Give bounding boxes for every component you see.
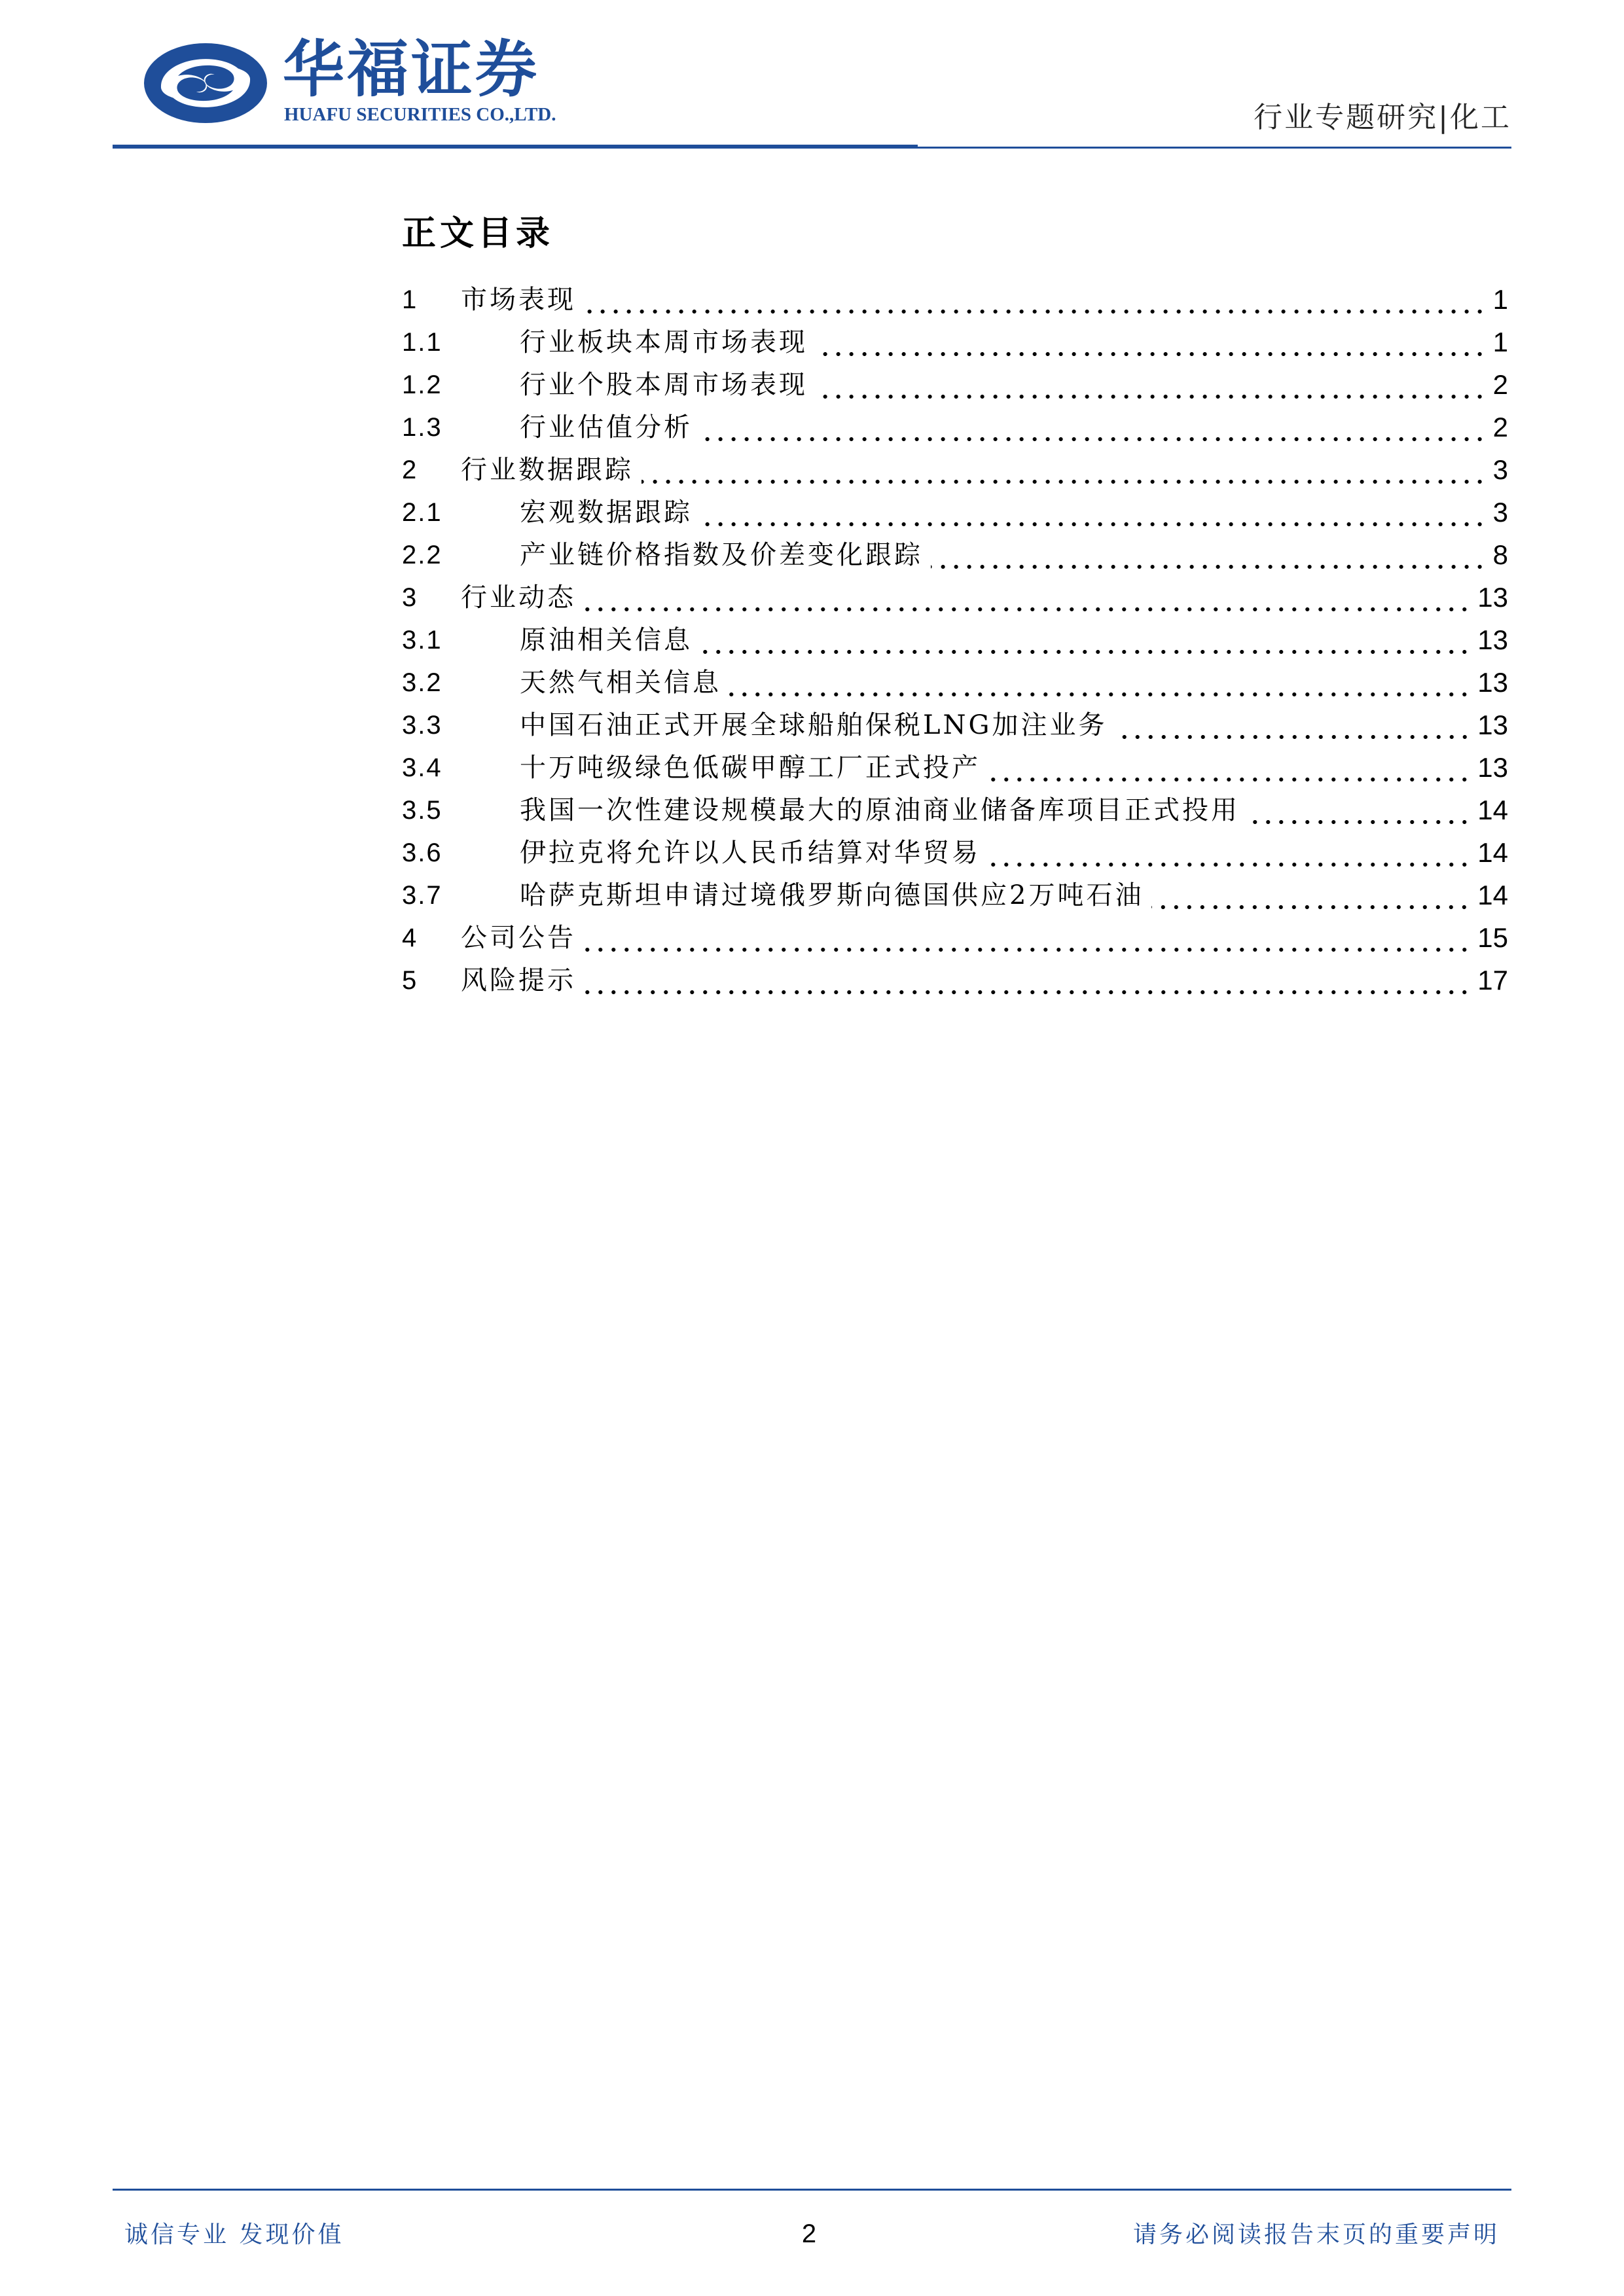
huafu-logo-icon — [141, 41, 270, 126]
toc-dot-leader — [641, 459, 1487, 486]
toc-entry-title: 原油相关信息 — [520, 624, 693, 655]
toc-entry-number: 1.3 — [402, 412, 442, 442]
toc-entry-number: 3.5 — [402, 795, 442, 825]
footer-disclaimer: 请务必阅读报告末页的重要声明 — [1132, 2221, 1500, 2248]
toc-entry-number: 2.1 — [402, 497, 442, 527]
toc-entry[interactable] — [402, 789, 1508, 831]
toc-entry-number: 2 — [402, 455, 418, 484]
toc-entry[interactable] — [402, 491, 1508, 533]
toc-dot-leader — [1115, 715, 1471, 741]
toc-entry-page: 13 — [1477, 709, 1508, 740]
toc-entry-title: 我国一次性建设规模最大的原油商业储备库项目正式投用 — [520, 795, 1240, 825]
toc-entry[interactable] — [402, 916, 1508, 959]
toc-title: 正文目录 — [402, 213, 554, 253]
header-divider-accent — [113, 145, 918, 149]
toc-entry-page: 13 — [1477, 581, 1508, 613]
toc-entry-title: 公司公告 — [461, 922, 576, 953]
toc-entry[interactable] — [402, 831, 1508, 874]
logo-chinese-name: 华福证券 — [283, 33, 540, 105]
toc-entry-page: 14 — [1477, 794, 1508, 825]
toc-entry[interactable] — [402, 533, 1508, 576]
toc-dot-leader — [988, 757, 1471, 783]
toc-entry[interactable] — [402, 619, 1508, 661]
toc-dot-leader — [816, 374, 1487, 401]
toc-entry-page: 14 — [1477, 879, 1508, 910]
toc-entry-number: 3.1 — [402, 625, 442, 655]
toc-entry-page: 8 — [1492, 539, 1508, 570]
toc-entry-page: 13 — [1477, 751, 1508, 783]
toc-entry-page: 2 — [1492, 411, 1508, 442]
toc-dot-leader — [584, 970, 1471, 996]
toc-entry-title: 行业个股本周市场表现 — [520, 369, 808, 400]
toc-dot-leader — [729, 672, 1471, 698]
table-of-contents — [402, 278, 1508, 1001]
toc-entry-title: 行业板块本周市场表现 — [520, 327, 808, 357]
toc-entry-number: 1 — [402, 285, 418, 314]
toc-entry[interactable] — [402, 661, 1508, 704]
toc-entry-number: 3.3 — [402, 710, 442, 740]
toc-dot-leader — [584, 289, 1487, 315]
toc-entry-title: 哈萨克斯坦申请过境俄罗斯向德国供应2万吨石油 — [520, 880, 1144, 910]
toc-entry-title: 宏观数据跟踪 — [520, 497, 693, 528]
toc-entry-page: 3 — [1492, 454, 1508, 485]
toc-dot-leader — [700, 502, 1487, 528]
toc-entry[interactable] — [402, 746, 1508, 789]
toc-entry-number: 3.6 — [402, 838, 442, 867]
toc-entry-page: 13 — [1477, 624, 1508, 655]
toc-entry-title: 伊拉克将允许以人民币结算对华贸易 — [520, 837, 981, 868]
toc-dot-leader — [1248, 800, 1471, 826]
footer-slogan: 诚信专业 发现价值 — [124, 2221, 344, 2248]
toc-entry-title: 行业数据跟踪 — [461, 454, 634, 485]
toc-entry-page: 13 — [1477, 666, 1508, 698]
toc-entry[interactable] — [402, 576, 1508, 619]
toc-entry[interactable] — [402, 448, 1508, 491]
toc-entry[interactable] — [402, 406, 1508, 448]
toc-entry-number: 1.2 — [402, 370, 442, 399]
toc-entry[interactable] — [402, 874, 1508, 916]
toc-entry-page: 15 — [1477, 922, 1508, 953]
toc-entry-number: 3.7 — [402, 880, 442, 910]
toc-entry-page: 14 — [1477, 836, 1508, 868]
toc-entry-page: 17 — [1477, 964, 1508, 996]
toc-dot-leader — [988, 842, 1471, 869]
toc-dot-leader — [1151, 885, 1471, 911]
footer-divider — [113, 2189, 1511, 2191]
toc-entry-title: 行业估值分析 — [520, 412, 693, 442]
toc-entry-number: 3.4 — [402, 753, 442, 782]
toc-entry-number: 4 — [402, 923, 418, 952]
page-number: 2 — [801, 2219, 817, 2248]
toc-entry-number: 1.1 — [402, 327, 442, 357]
toc-entry-number: 2.2 — [402, 540, 442, 569]
toc-entry-page: 1 — [1492, 283, 1508, 315]
toc-entry[interactable] — [402, 321, 1508, 363]
toc-entry-title: 风险提示 — [461, 965, 576, 996]
toc-entry[interactable] — [402, 704, 1508, 746]
toc-dot-leader — [931, 545, 1487, 571]
toc-entry-title: 市场表现 — [461, 284, 576, 315]
toc-entry[interactable] — [402, 959, 1508, 1001]
toc-entry-title: 中国石油正式开展全球船舶保税LNG加注业务 — [520, 709, 1108, 740]
toc-entry-page: 3 — [1492, 496, 1508, 528]
toc-dot-leader — [816, 332, 1487, 358]
toc-entry-page: 1 — [1492, 326, 1508, 357]
logo-english-name: HUAFU SECURITIES CO.,LTD. — [284, 104, 556, 125]
toc-entry[interactable] — [402, 363, 1508, 406]
toc-dot-leader — [700, 630, 1471, 656]
toc-dot-leader — [700, 417, 1487, 443]
toc-entry-page: 2 — [1492, 368, 1508, 400]
toc-dot-leader — [584, 587, 1471, 613]
toc-entry-number: 3 — [402, 583, 418, 612]
toc-entry-title: 行业动态 — [461, 582, 576, 613]
toc-entry-title: 十万吨级绿色低碳甲醇工厂正式投产 — [520, 752, 981, 783]
report-category: 行业专题研究|化工 — [1254, 101, 1511, 134]
toc-entry-title: 天然气相关信息 — [520, 667, 721, 698]
toc-entry-title: 产业链价格指数及价差变化跟踪 — [520, 539, 923, 570]
toc-entry-number: 3.2 — [402, 668, 442, 697]
toc-entry-number: 5 — [402, 965, 418, 995]
toc-entry[interactable] — [402, 278, 1508, 321]
toc-dot-leader — [584, 927, 1471, 954]
